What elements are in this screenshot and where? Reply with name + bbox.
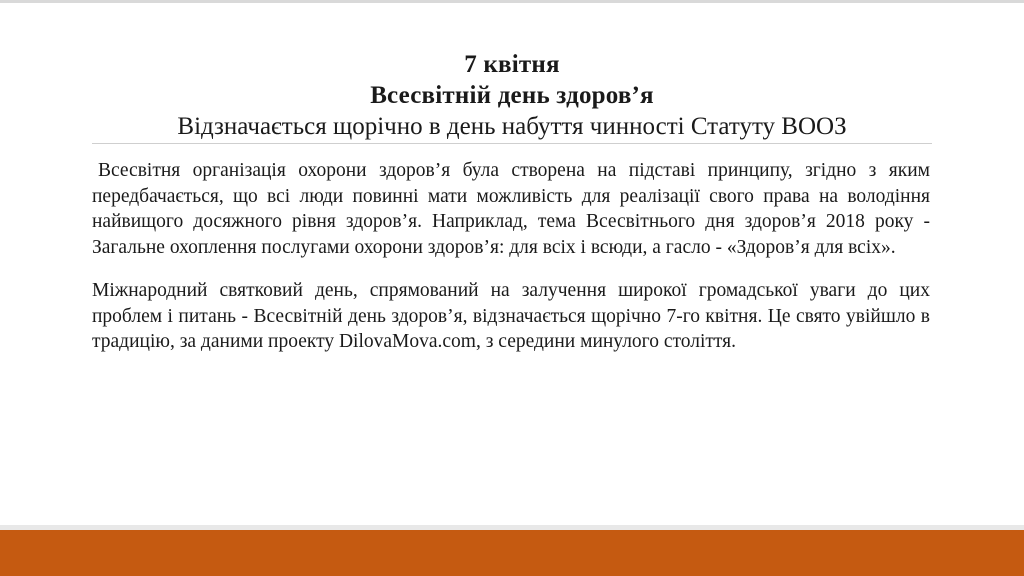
slide-title (60, 50, 964, 143)
title-line-subtitle: Відзначається щорічно в день набуття чинності Статуту ВООЗ (177, 113, 847, 140)
footer-accent-bar (0, 530, 1024, 576)
body-paragraph-2: Міжнародний святковий день, спрямований на залучення широкої громадської уваги до цих проблем і питань - Всесвітній день здоров’я, відзначається щорічно 7-го квітня. Це свято увійшло в традицію, за даними проекту DilovaMova.com, з середини минулого століття. (92, 280, 930, 352)
body-paragraph-1: Всесвітня організація охорони здоров’я була створена на підставі принципу, згідно з яким передбачається, що всі люди повинні мати можливість для реалізації свого права на володіння найвищого досяжного рівня здоров’я. Наприклад, тема Всесвітнього дня здоров’я 2018 року - Загальне охоплення послугами охорони здоров’я: для всіх і всюди, а гасло - «Здоров’я для всіх». (92, 160, 930, 258)
title-line-date: 7 квітня (464, 51, 560, 78)
slide-body (92, 158, 930, 355)
title-underline-divider (92, 143, 932, 144)
top-divider (0, 0, 1024, 3)
title-line-main: Всесвітній день здоров’я (370, 82, 654, 109)
